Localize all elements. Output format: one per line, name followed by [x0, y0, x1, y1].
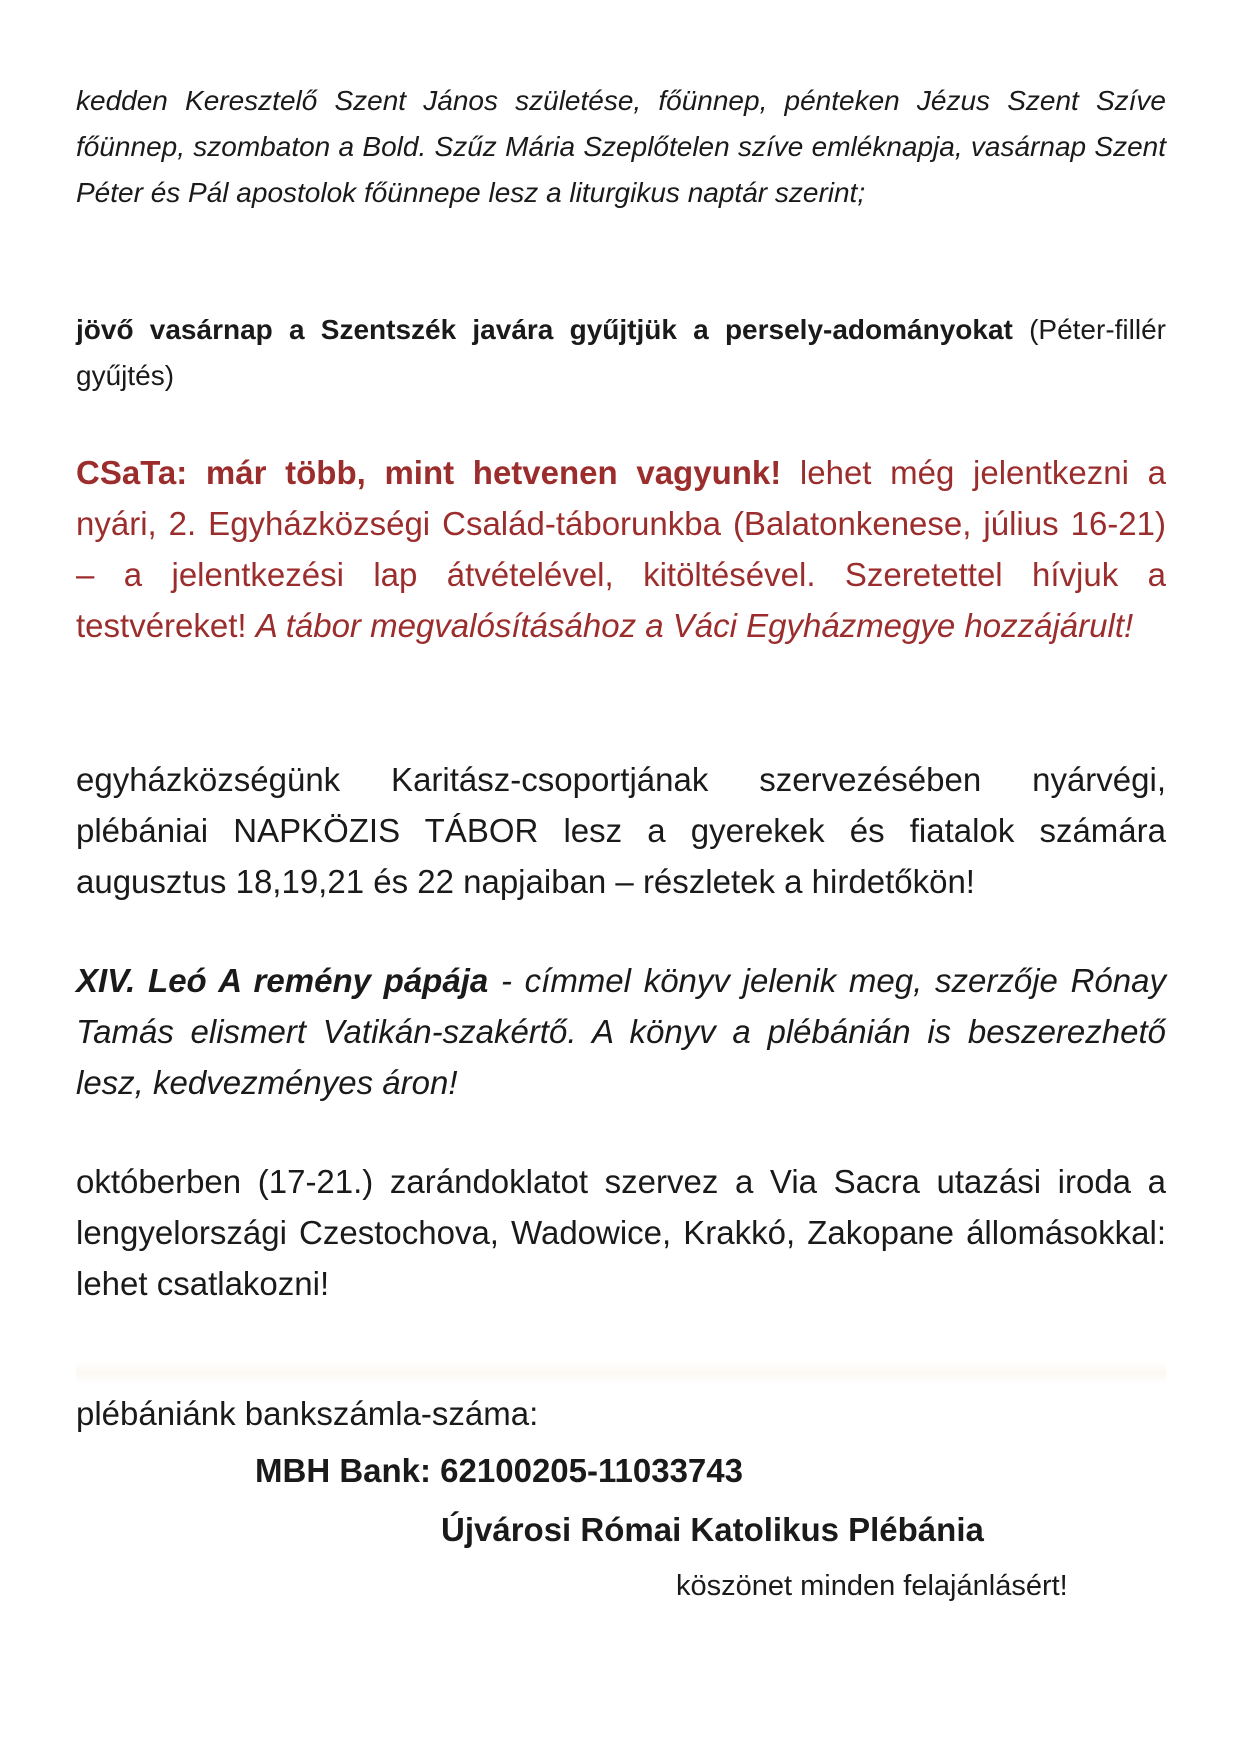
- camp-announcement: [76, 447, 1166, 651]
- feasts-announcement: [76, 78, 1166, 216]
- bank-account: MBH Bank: 62100205-11033743: [255, 1452, 743, 1489]
- collection-announcement: [76, 307, 1166, 399]
- camp-normal-text: lehet még jelentkezni a nyári, 2. Egyházközségi Család-táborunkba (Balatonkenese, július 16-21) – a jelentkezési lap átvételével, kitöltésével. Szeretettel hívjuk a testvéreket!: [76, 454, 1166, 644]
- book-text: - címmel könyv jelenik meg, szerzője Rónay Tamás elismert Vatikán-szakértő. A könyv a plébánián is beszerezhető lesz, kedvezményes áron!: [76, 962, 1166, 1101]
- feasts-text: kedden Keresztelő Szent János születése, főünnep, pénteken Jézus Szent Szíve főünnep, szombaton a Bold. Szűz Mária Szeplőtelen szíve emléknapja, vasárnap Szent Péter és Pál apostolok főünnepe lesz a liturgikus naptár szerint;: [76, 85, 1166, 208]
- day-camp-text: egyházközségünk Karitász-csoportjának szervezésében nyárvégi, plébániai NAPKÖZIS TÁBOR lesz a gyerekek és fiatalok számára augusztus 18,19,21 és 22 napjaiban – részletek a hirdetőkön!: [76, 761, 1166, 900]
- thanks-note: köszönet minden felajánlásért!: [676, 1570, 1068, 1602]
- collection-bold-text: jövő vasárnap a Szentszék javára gyűjtjük a persely-adományokat: [76, 314, 1013, 345]
- pilgrimage-text: októberben (17-21.) zarándoklatot szervez a Via Sacra utazási iroda a lengyelországi Czestochova, Wadowice, Krakkó, Zakopane állomásokkal: lehet csatlakozni!: [76, 1163, 1166, 1302]
- book-announcement: [76, 955, 1166, 1108]
- day-camp-announcement: [76, 754, 1166, 907]
- bank-label: plébániánk bankszámla-száma:: [76, 1395, 539, 1432]
- parish-name: Újvárosi Római Katolikus Plébánia: [441, 1511, 984, 1548]
- camp-bold-text: CSaTa: már több, mint hetvenen vagyunk!: [76, 454, 782, 491]
- pilgrimage-announcement: [76, 1156, 1166, 1309]
- book-title: XIV. Leó A remény pápája: [76, 962, 489, 999]
- camp-italic-text: A tábor megvalósításához a Váci Egyházmegye hozzájárult!: [255, 607, 1134, 644]
- collection-normal-text: (Péter-fillér gyűjtés): [76, 314, 1166, 391]
- section-divider: [76, 1362, 1166, 1384]
